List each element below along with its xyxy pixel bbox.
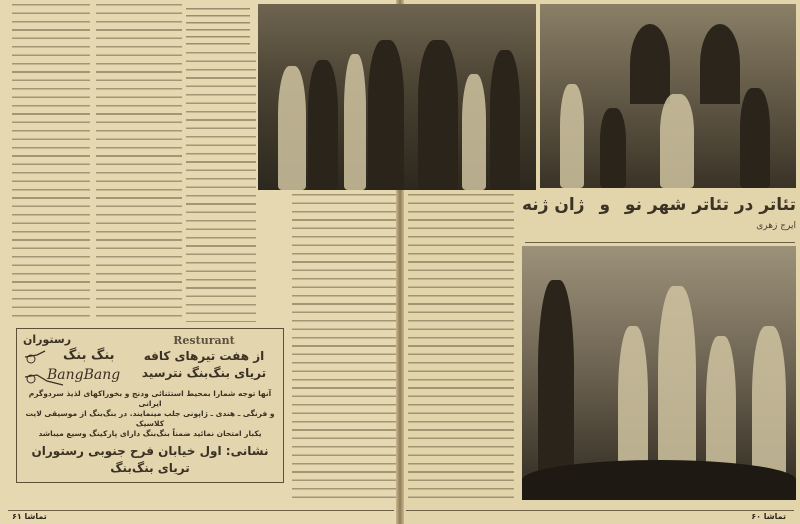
ad-logo-restaurant: رستوران: [23, 333, 72, 346]
stage-photo-cast: [258, 4, 536, 190]
page-number-left: تماشا ۶۱: [12, 512, 47, 521]
stage-photo-palace: [540, 4, 796, 188]
stage-photo-women: [522, 246, 796, 500]
title-part2: ژان ژنه: [522, 195, 585, 215]
ad-header: [23, 333, 277, 385]
ad-body-line: و فرنگی ـ هندی ـ ژاپونی جلب مینمایند. در بنگ‌بنگ از موسیقی لایت کلاسیک: [25, 409, 275, 428]
article-title: [522, 194, 796, 216]
ad-headline-2: تریای بنگ‌بنگ نترسید: [141, 366, 267, 380]
page-number-right: تماشا ۶۰: [751, 512, 786, 521]
article-author: ایرج زهری: [756, 221, 796, 231]
text-column: [12, 4, 90, 322]
ad-address-line: تریای بنگ‌بنگ: [110, 461, 190, 475]
ad-logo: [23, 333, 127, 385]
ad-body-line: آنها توجه شمارا بمحیط استثنائی ودنج و بخوراکهای لذیذ سردوگرم ایرانی: [28, 389, 272, 408]
ad-body: [23, 389, 277, 439]
title-and: و: [599, 195, 611, 215]
ad-headlines: [131, 333, 277, 382]
ad-logo-latin: BangBang: [47, 367, 121, 383]
text-column: [186, 52, 256, 322]
ad-headline-1: از هفت تیرهای کافه: [143, 349, 265, 363]
photo-caption: [186, 8, 250, 48]
text-column: [96, 4, 182, 322]
text-column: [292, 194, 396, 500]
ad-logo-brand: بنگ بنگ: [63, 348, 115, 363]
ad-address-line: نشانی: اول خیابان فرح جنوبی رستوران: [31, 444, 269, 458]
pistol-hands-logo-icon: [23, 347, 127, 387]
bangbang-restaurant-ad: [16, 328, 284, 483]
text-column: [408, 194, 514, 504]
article-header: [522, 194, 796, 232]
title-part1: تئاتر در تئاتر شهر نو: [624, 195, 796, 215]
ad-resturant-label: Resturant: [173, 334, 235, 347]
footer-rule-right: [406, 510, 794, 511]
ad-body-line: یکبار امتحان نمائید ضمناً بنگ‌بنگ دارای پارکینگ وسیع میباشد: [38, 429, 262, 438]
footer-rule-left: [8, 510, 394, 511]
ad-address: [23, 443, 277, 477]
title-divider: [525, 242, 795, 243]
